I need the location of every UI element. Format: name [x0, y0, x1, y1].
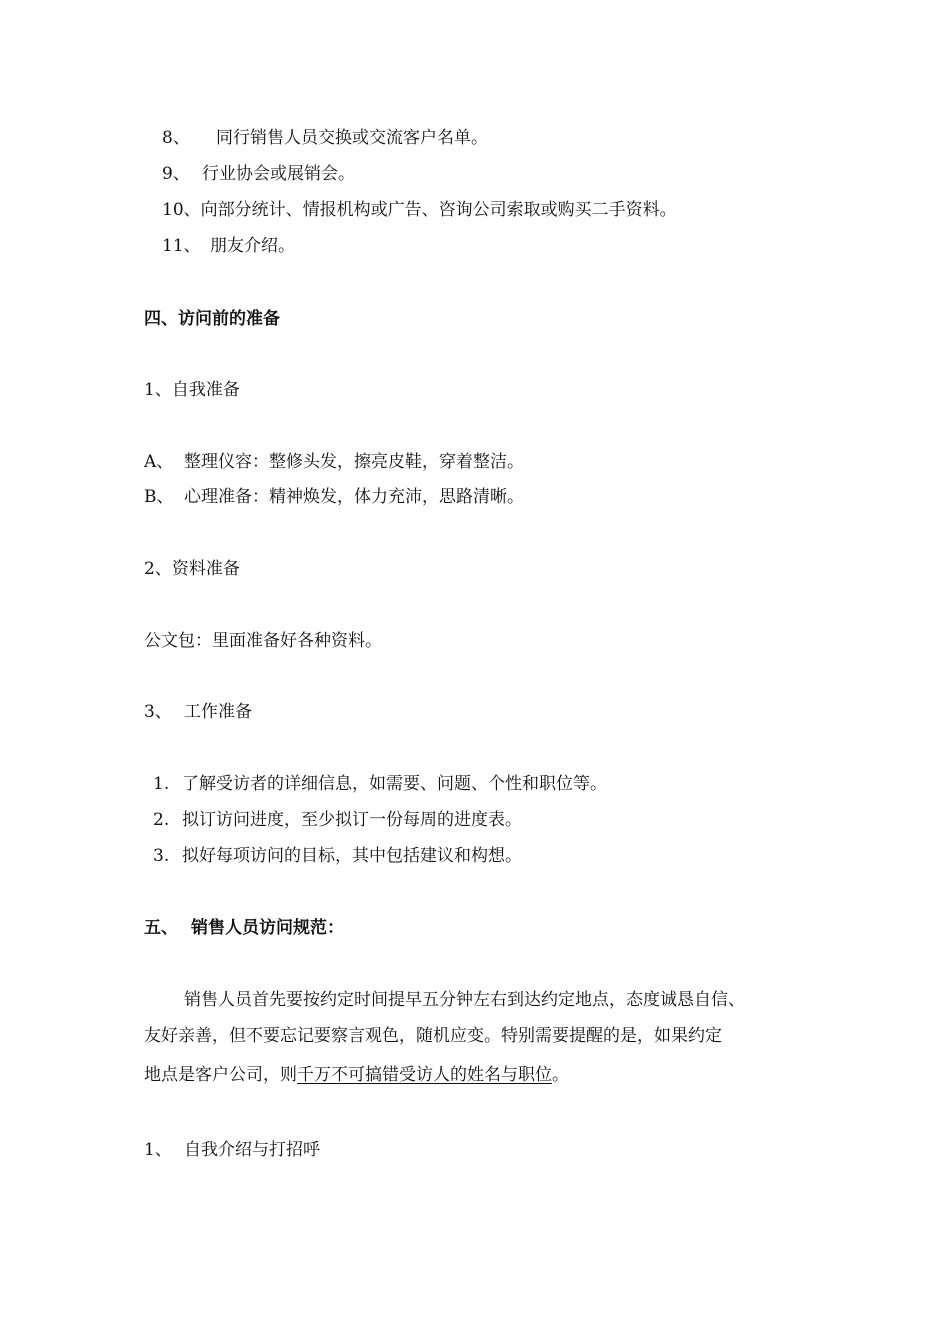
list-number: 9、 — [162, 164, 190, 184]
list-item — [162, 235, 295, 257]
subsection-heading — [144, 1139, 320, 1161]
list-text: 整理仪容：整修头发，擦亮皮鞋，穿着整洁。 — [184, 452, 524, 472]
list-text: 同行销售人员交换或交流客户名单。 — [216, 128, 488, 148]
paragraph-line — [144, 1064, 569, 1086]
underlined-text: 千万不可搞错受访人的姓名与职位 — [297, 1065, 552, 1085]
list-item — [162, 163, 355, 185]
list-item — [144, 451, 524, 473]
subsection-number: 3、 — [144, 702, 172, 722]
paragraph-text: 地点是客户公司，则 — [144, 1065, 297, 1085]
list-number: 2. — [153, 810, 170, 830]
list-number: 1. — [153, 774, 170, 794]
list-letter: A、 — [144, 452, 174, 472]
paragraph-line: 销售人员首先要按约定时间提早五分钟左右到达约定地点，态度诚恳自信、 — [184, 990, 745, 1010]
list-number: 3. — [153, 846, 170, 866]
list-item — [153, 773, 607, 795]
list-text: 向部分统计、情报机构或广告、咨询公司索取或购买二手资料。 — [200, 200, 677, 220]
list-text: 拟好每项访问的目标，其中包括建议和构想。 — [182, 846, 522, 866]
list-number: 8、 — [162, 128, 190, 148]
list-text: 心理准备：精神焕发，体力充沛，思路清晰。 — [184, 487, 524, 507]
section-title: 销售人员访问规范： — [191, 918, 344, 938]
list-text: 朋友介绍。 — [210, 236, 295, 256]
paragraph-text: 。 — [552, 1065, 569, 1085]
subsection-number: 1、 — [144, 1140, 172, 1160]
list-item — [162, 199, 677, 221]
section-heading: 四、访问前的准备 — [144, 309, 280, 329]
section-heading — [144, 917, 344, 939]
paragraph-line: 友好亲善，但不要忘记要察言观色，随机应变。特别需要提醒的是，如果约定 — [144, 1026, 722, 1046]
list-item — [153, 845, 522, 867]
list-text: 拟订访问进度，至少拟订一份每周的进度表。 — [182, 810, 522, 830]
list-number: 10、 — [162, 200, 201, 220]
list-number: 11、 — [162, 236, 201, 256]
list-text: 了解受访者的详细信息，如需要、问题、个性和职位等。 — [182, 774, 607, 794]
subsection-heading — [144, 701, 252, 723]
list-item — [144, 486, 524, 508]
list-letter: B、 — [144, 487, 174, 507]
subsection-title: 自我介绍与打招呼 — [184, 1140, 320, 1160]
list-item — [162, 127, 488, 149]
paragraph: 公文包：里面准备好各种资料。 — [144, 631, 382, 651]
list-text: 行业协会或展销会。 — [202, 164, 355, 184]
section-number: 五、 — [144, 918, 178, 938]
list-item — [153, 809, 522, 831]
subsection-heading: 2、资料准备 — [144, 559, 240, 579]
subsection-title: 工作准备 — [184, 702, 252, 722]
subsection-heading: 1、自我准备 — [144, 380, 240, 400]
